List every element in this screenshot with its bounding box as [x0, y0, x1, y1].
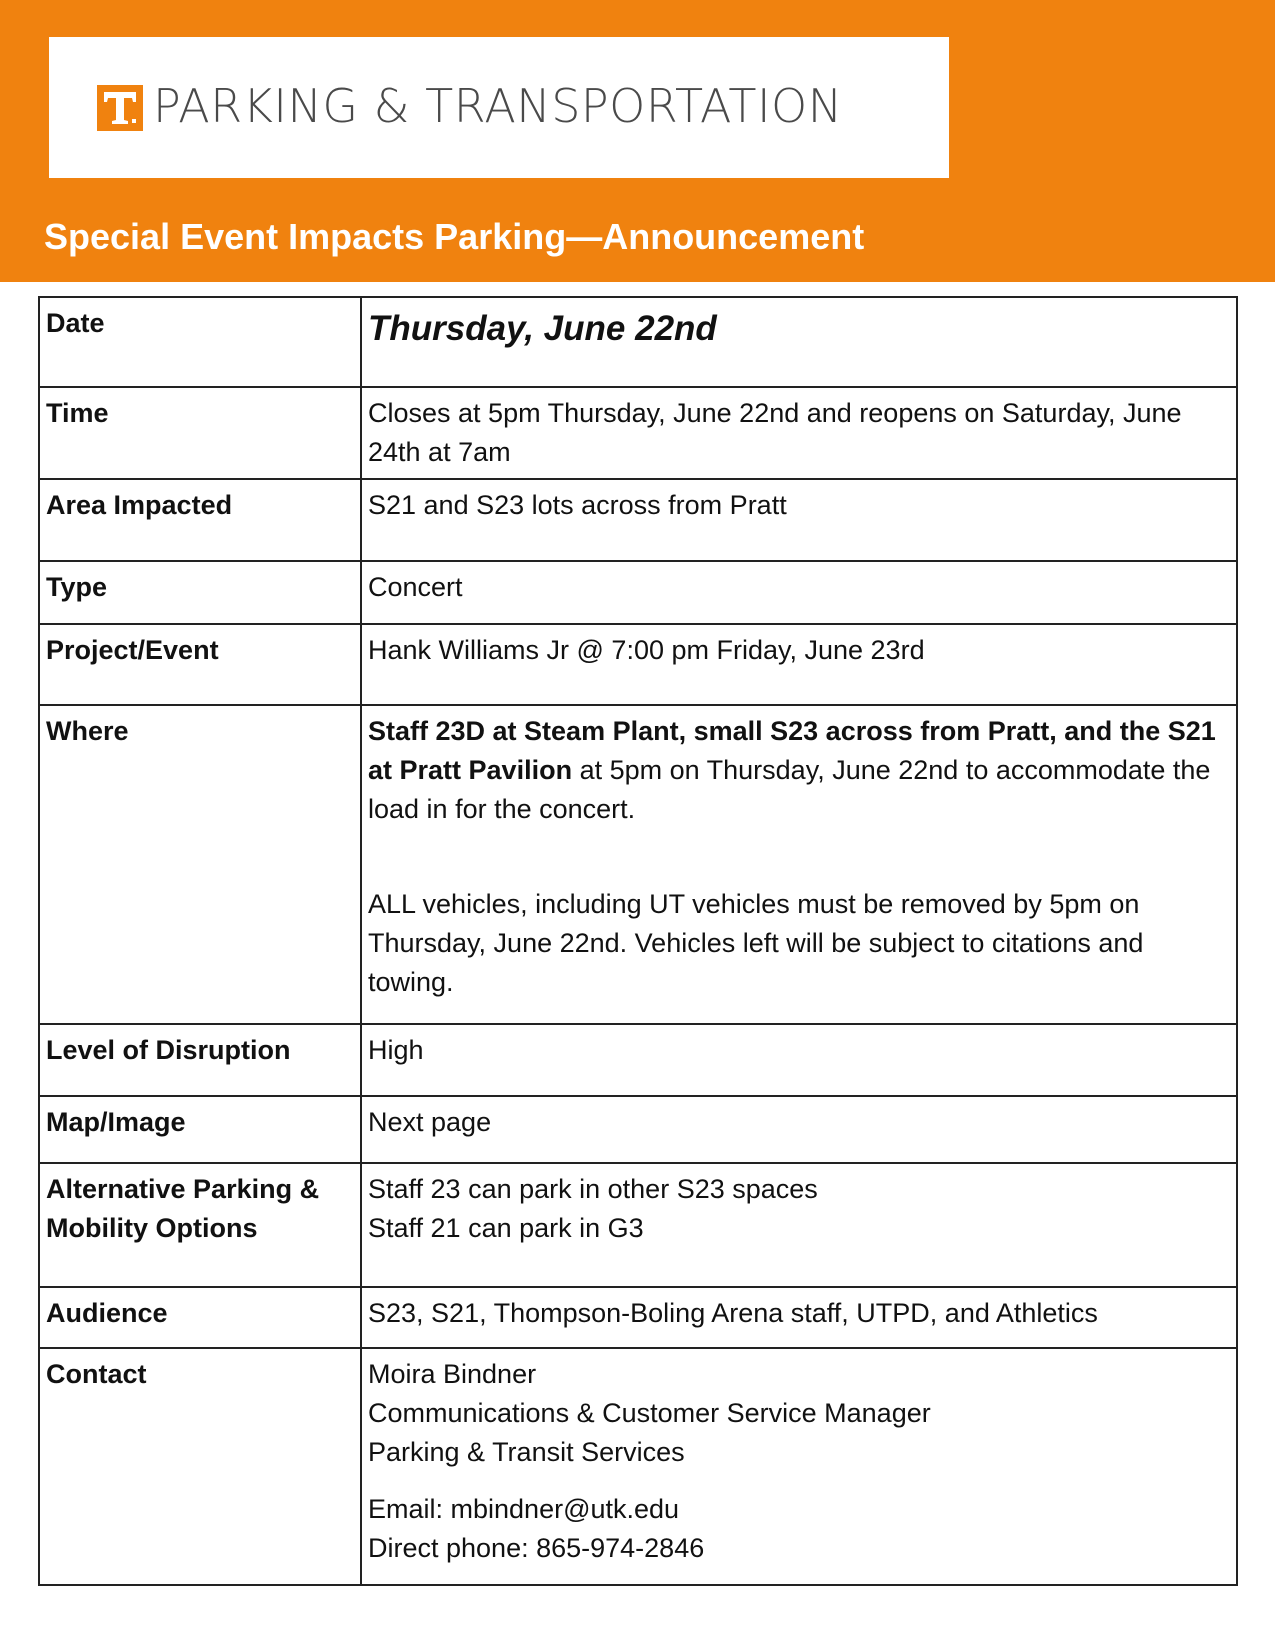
logo-box: [49, 37, 949, 178]
alternative-line-1: Staff 23 can park in other S23 spaces: [368, 1174, 818, 1204]
value-contact: [361, 1348, 1237, 1585]
label-level-of-disruption: Level of Disruption: [39, 1024, 361, 1096]
t-logo-glyph: [100, 88, 140, 128]
label-alternative-parking: Alternative Parking & Mobility Options: [39, 1163, 361, 1287]
value-area-impacted: S21 and S23 lots across from Pratt: [361, 479, 1237, 561]
label-type: Type: [39, 561, 361, 624]
value-level-of-disruption: High: [361, 1024, 1237, 1096]
spacer: [368, 829, 1230, 885]
value-where: [361, 705, 1237, 1024]
ut-logo-icon: [97, 85, 143, 131]
where-notice: ALL vehicles, including UT vehicles must be removed by 5pm on Thursday, June 22nd. Vehicles left will be subject to citations and towing.: [368, 889, 1144, 997]
value-map-image: Next page: [361, 1096, 1237, 1163]
value-time: Closes at 5pm Thursday, June 22nd and reopens on Saturday, June 24th at 7am: [361, 387, 1237, 479]
label-date: Date: [39, 297, 361, 387]
value-audience: S23, S21, Thompson-Boling Arena staff, UTPD, and Athletics: [361, 1287, 1237, 1348]
row-date: [39, 297, 1237, 387]
row-project-event: [39, 624, 1237, 705]
contact-department: Parking & Transit Services: [368, 1437, 685, 1467]
value-type: Concert: [361, 561, 1237, 624]
label-area-impacted: Area Impacted: [39, 479, 361, 561]
label-where: Where: [39, 705, 361, 1024]
value-project-event: Hank Williams Jr @ 7:00 pm Friday, June 23rd: [361, 624, 1237, 705]
header-banner: [0, 0, 1275, 282]
label-map-image: Map/Image: [39, 1096, 361, 1163]
value-alternative-parking: [361, 1163, 1237, 1287]
contact-email[interactable]: Email: mbindner@utk.edu: [368, 1494, 680, 1524]
row-type: [39, 561, 1237, 624]
spacer: [368, 1472, 1230, 1490]
label-time: Time: [39, 387, 361, 479]
value-date: [361, 297, 1237, 387]
row-level-of-disruption: [39, 1024, 1237, 1096]
date-value: Thursday, June 22nd: [368, 309, 717, 348]
row-alternative-parking: [39, 1163, 1237, 1287]
contact-role: Communications & Customer Service Manager: [368, 1398, 931, 1428]
announcement-title: Special Event Impacts Parking—Announcement: [44, 216, 865, 257]
where-details: at 5pm on Thursday, June 22nd to accommodate the load in for the concert.: [368, 755, 1211, 824]
row-audience: [39, 1287, 1237, 1348]
label-audience: Audience: [39, 1287, 361, 1348]
label-project-event: Project/Event: [39, 624, 361, 705]
where-locations: Staff 23D at Steam Plant, small S23 across from Pratt, and the S21 at Pratt Pavilion: [368, 716, 1216, 785]
label-contact: Contact: [39, 1348, 361, 1585]
announcement-table: [38, 296, 1238, 1586]
row-map-image: [39, 1096, 1237, 1163]
row-area-impacted: [39, 479, 1237, 561]
contact-phone: Direct phone: 865-974-2846: [368, 1533, 705, 1563]
row-where: [39, 705, 1237, 1024]
row-contact: [39, 1348, 1237, 1585]
alternative-line-2: Staff 21 can park in G3: [368, 1213, 644, 1243]
row-time: [39, 387, 1237, 479]
logo-text: PARKING & TRANSPORTATION: [153, 79, 843, 133]
contact-name: Moira Bindner: [368, 1359, 537, 1389]
